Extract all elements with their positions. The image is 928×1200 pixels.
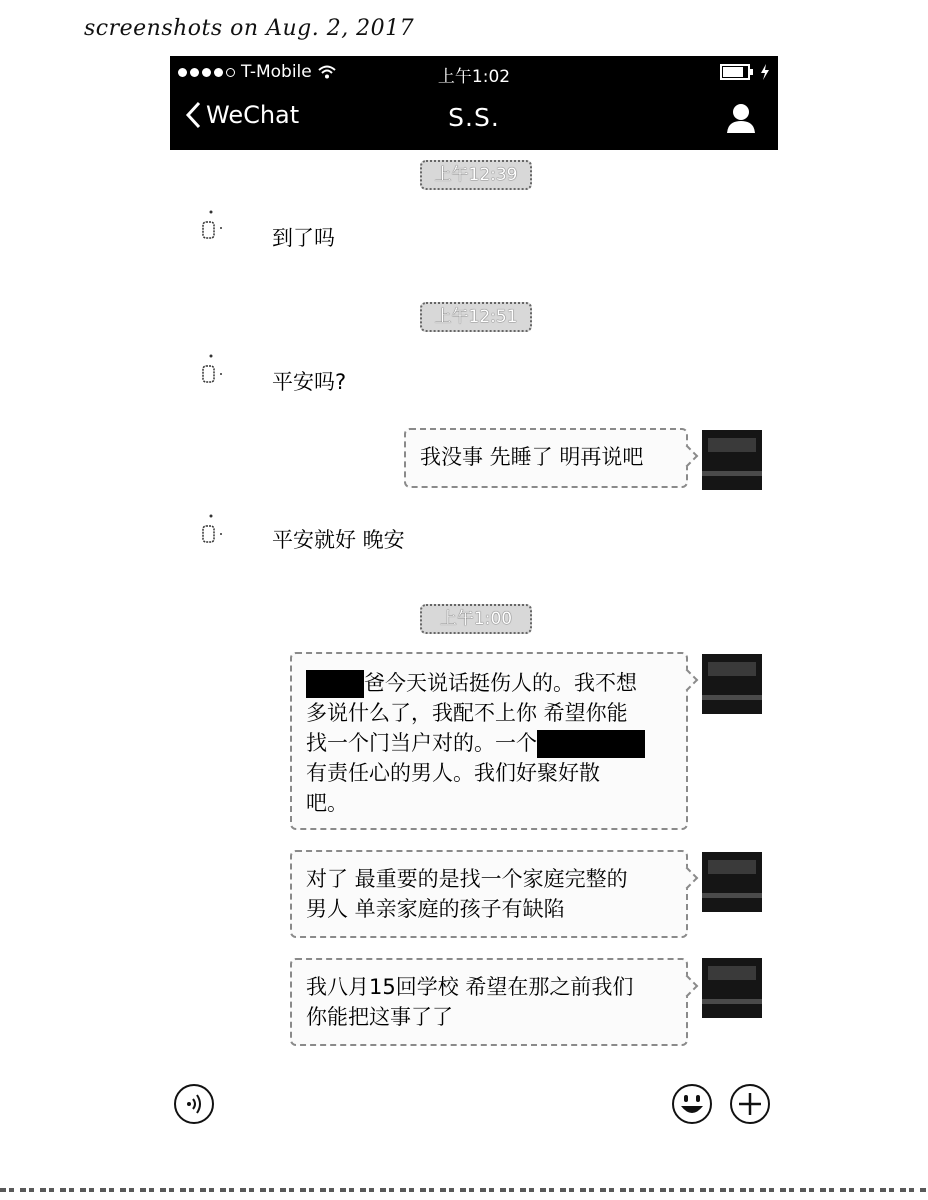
message-line: 你能把这事了了 (306, 1005, 453, 1029)
outgoing-message (290, 652, 688, 830)
redaction-block (306, 670, 364, 698)
outgoing-message (404, 428, 688, 488)
back-label: WeChat (206, 101, 300, 129)
message-text: 我没事 先睡了 明再说吧 (420, 445, 644, 469)
timestamp-3: 上午1:00 (420, 604, 532, 634)
message-line: 我八月15回学校 希望在那之前我们 (306, 975, 634, 999)
status-right (720, 64, 770, 80)
status-time: 上午1:02 (437, 67, 511, 87)
incoming-message: 到了吗 (272, 226, 335, 250)
message-line (306, 668, 672, 698)
message-text: 爸今天说话挺伤人的。我不想 (364, 671, 637, 695)
handwritten-annotation: screenshots on Aug. 2, 2017 (84, 16, 415, 41)
message-text: 找一个门当户对的。一个 (306, 731, 537, 755)
scan-artifact (0, 1188, 928, 1192)
carrier-label: T-Mobile (241, 62, 312, 82)
outgoing-message (290, 958, 688, 1046)
contact-avatar[interactable] (196, 352, 226, 388)
my-avatar[interactable] (702, 430, 762, 490)
status-bar (170, 56, 778, 90)
my-avatar[interactable] (702, 958, 762, 1018)
my-avatar[interactable] (702, 654, 762, 714)
contact-avatar[interactable] (196, 512, 226, 548)
message-line: 男人 单亲家庭的孩子有缺陷 (306, 897, 565, 921)
contact-avatar[interactable] (196, 208, 226, 244)
message-line (306, 728, 672, 758)
redaction-block (537, 730, 645, 758)
battery-icon (720, 64, 750, 80)
outgoing-message (290, 850, 688, 938)
timestamp-2: 上午12:51 (420, 302, 532, 332)
message-line: 有责任心的男人。我们好聚好散 (306, 761, 600, 785)
plus-icon[interactable] (728, 1082, 772, 1126)
timestamp-1: 上午12:39 (420, 160, 532, 190)
message-line: 对了 最重要的是找一个家庭完整的 (306, 867, 628, 891)
nav-bar (170, 90, 778, 150)
emoji-icon[interactable] (670, 1082, 714, 1126)
message-line: 多说什么了，我配不上你 希望你能 (306, 701, 628, 725)
my-avatar[interactable] (702, 852, 762, 912)
message-line: 吧。 (306, 791, 348, 815)
chat-title: S.S. (448, 103, 500, 132)
voice-icon[interactable] (172, 1082, 216, 1126)
incoming-message: 平安就好 晚安 (272, 528, 405, 552)
charging-icon (760, 64, 770, 80)
incoming-message: 平安吗? (272, 370, 347, 394)
profile-icon[interactable] (726, 102, 756, 134)
